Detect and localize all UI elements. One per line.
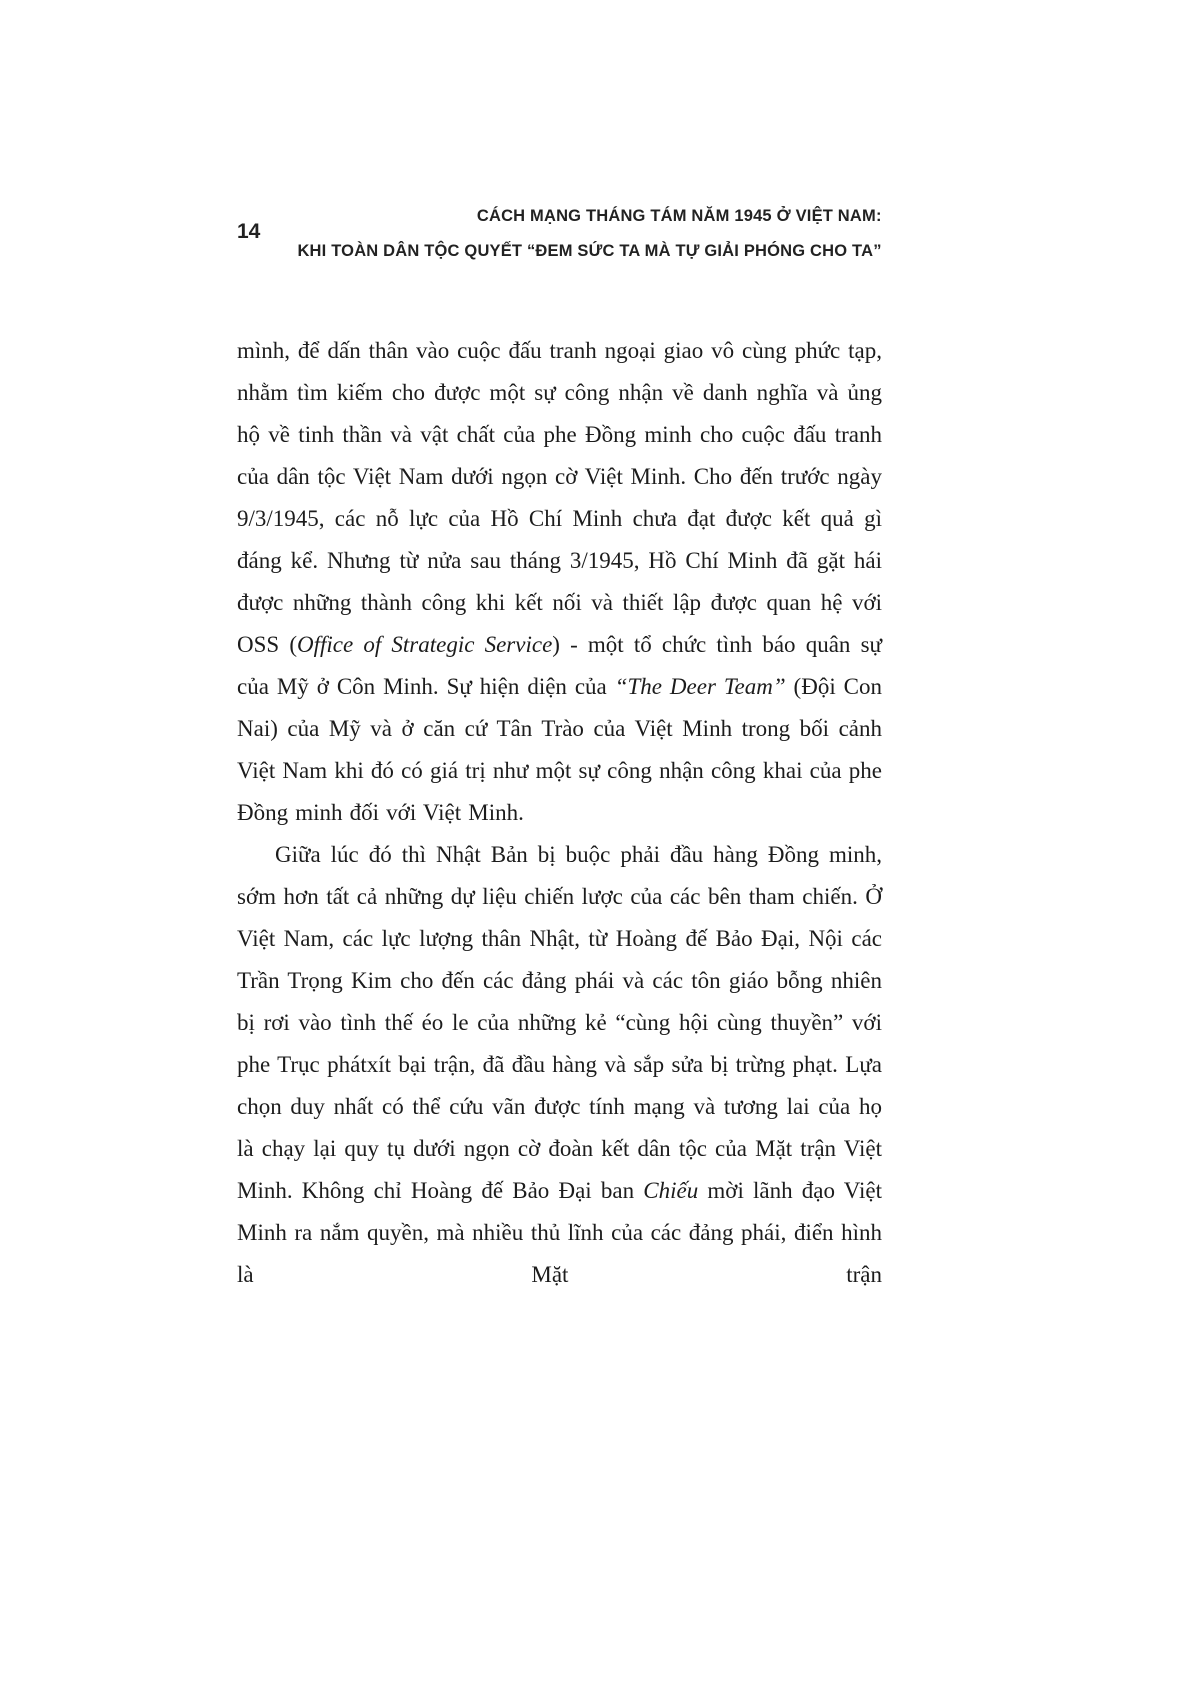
- body-text: [237, 330, 882, 1296]
- paragraph: [237, 834, 882, 1296]
- page-number: 14: [237, 220, 261, 243]
- running-title-line2: KHI TOÀN DÂN TỘC QUYẾT “ĐEM SỨC TA MÀ TỰ GIẢI PHÓNG CHO TA”: [297, 241, 882, 260]
- text-run: (Đội Con Nai) của Mỹ và ở căn cứ Tân Trào của Việt Minh trong bối cảnh Việt Nam khi đó có giá trị như một sự công nhận công khai của phe Đồng minh đối với Việt Minh.: [237, 674, 882, 825]
- running-title-line1: CÁCH MẠNG THÁNG TÁM NĂM 1945 Ở VIỆT NAM:: [477, 206, 882, 225]
- italic-run: Chiếu: [643, 1178, 699, 1203]
- text-run: Giữa lúc đó thì Nhật Bản bị buộc phải đầu hàng Đồng minh, sớm hơn tất cả những dự liệu chiến lược của các bên tham chiến. Ở Việt Nam, các lực lượng thân Nhật, từ Hoàng đế Bảo Đại, Nội các Trần Trọng Kim cho đến các đảng phái và các tôn giáo bỗng nhiên bị rơi vào tình thế éo le của những kẻ “cùng hội cùng thuyền” với phe Trục phátxít bại trận, đã đầu hàng và sắp sửa bị trừng phạt. Lựa chọn duy nhất có thể cứu vãn được tính mạng và tương lai của họ là chạy lại quy tụ dưới ngọn cờ đoàn kết dân tộc của Mặt trận Việt Minh. Không chỉ Hoàng đế Bảo Đại ban: [237, 842, 882, 1203]
- paragraph: [237, 330, 882, 834]
- text-run: mình, để dấn thân vào cuộc đấu tranh ngoại giao vô cùng phức tạp, nhằm tìm kiếm cho được một sự công nhận về danh nghĩa và ủng hộ về tinh thần và vật chất của phe Đồng minh cho cuộc đấu tranh của dân tộc Việt Nam dưới ngọn cờ Việt Minh. Cho đến trước ngày 9/3/1945, các nỗ lực của Hồ Chí Minh chưa đạt được kết quả gì đáng kể. Nhưng từ nửa sau tháng 3/1945, Hồ Chí Minh đã gặt hái được những thành công khi kết nối và thiết lập được quan hệ với OSS (: [237, 338, 882, 657]
- text-run: ) - một tổ chức tình báo quân sự của Mỹ ở Côn Minh. Sự hiện diện của: [237, 632, 882, 699]
- running-title: [279, 198, 882, 268]
- italic-run: “The Deer Team”: [614, 674, 786, 699]
- text-run: mời lãnh đạo Việt Minh ra nắm quyền, mà nhiều thủ lĩnh của các đảng phái, điển hình là Mặt trận: [237, 1178, 882, 1287]
- page-header: [237, 198, 882, 268]
- italic-run: Office of Strategic Service: [297, 632, 553, 657]
